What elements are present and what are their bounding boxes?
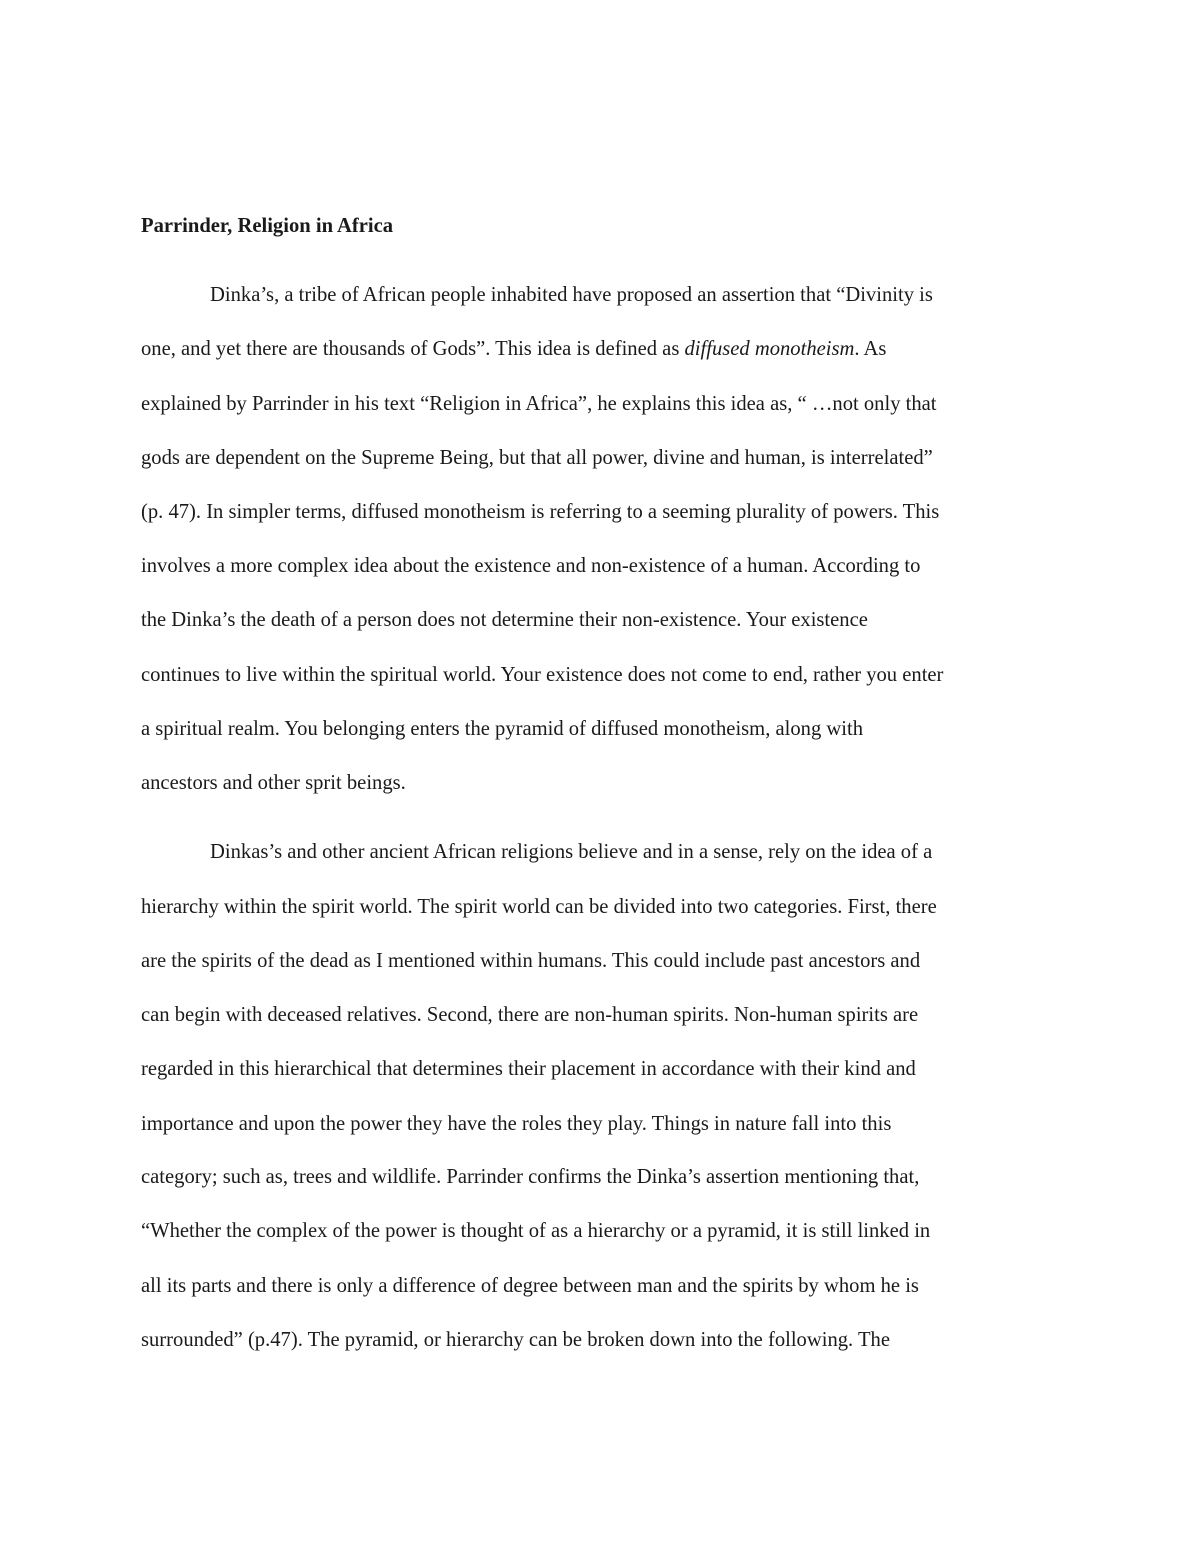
paragraph-1-line: (p. 47). In simpler terms, diffused monotheism is referring to a seeming plurality of powers. This — [141, 501, 940, 523]
paragraph-2-line: importance and upon the power they have the roles they play. Things in nature fall into this — [141, 1113, 892, 1135]
paragraph-2-line: can begin with deceased relatives. Second, there are non-human spirits. Non-human spirits are — [141, 1004, 919, 1026]
paragraph-1-line: Dinka’s, a tribe of African people inhabited have proposed an assertion that “Divinity is — [210, 284, 933, 306]
paragraph-2-line: category; such as, trees and wildlife. Parrinder confirms the Dinka’s assertion mentioning that, — [141, 1166, 920, 1188]
paragraph-1-line: involves a more complex idea about the existence and non-existence of a human. According to — [141, 555, 921, 577]
paragraph-2-line: all its parts and there is only a difference of degree between man and the spirits by whom he is — [141, 1275, 919, 1297]
paragraph-1-line: the Dinka’s the death of a person does not determine their non-existence. Your existence — [141, 609, 868, 631]
paragraph-1-line: a spiritual realm. You belonging enters the pyramid of diffused monotheism, along with — [141, 718, 864, 740]
document-title: Parrinder, Religion in Africa — [141, 215, 394, 237]
text-segment: . As — [854, 338, 887, 360]
paragraph-2-line: regarded in this hierarchical that determines their placement in accordance with their kind and — [141, 1058, 916, 1080]
paragraph-1-line: gods are dependent on the Supreme Being, but that all power, divine and human, is interrelated” — [141, 447, 933, 469]
paragraph-2-line: are the spirits of the dead as I mentioned within humans. This could include past ancestors and — [141, 950, 921, 972]
paragraph-2-line: “Whether the complex of the power is thought of as a hierarchy or a pyramid, it is still linked in — [141, 1220, 931, 1242]
paragraph-2-line: surrounded” (p.47). The pyramid, or hierarchy can be broken down into the following. The — [141, 1329, 890, 1351]
paragraph-1-line: ancestors and other sprit beings. — [141, 772, 406, 794]
paragraph-1-line: continues to live within the spiritual world. Your existence does not come to end, rather you enter — [141, 664, 944, 686]
text-segment: one, and yet there are thousands of Gods”. This idea is defined as — [141, 338, 685, 360]
italic-term: diffused monotheism — [684, 338, 855, 360]
paragraph-1-line: explained by Parrinder in his text “Religion in Africa”, he explains this idea as, “ …not only that — [141, 393, 937, 415]
paragraph-2-line: Dinkas’s and other ancient African religions believe and in a sense, rely on the idea of a — [210, 841, 933, 863]
paragraph-2-line: hierarchy within the spirit world. The spirit world can be divided into two categories. First, there — [141, 896, 937, 918]
paragraph-1-line — [141, 337, 886, 361]
